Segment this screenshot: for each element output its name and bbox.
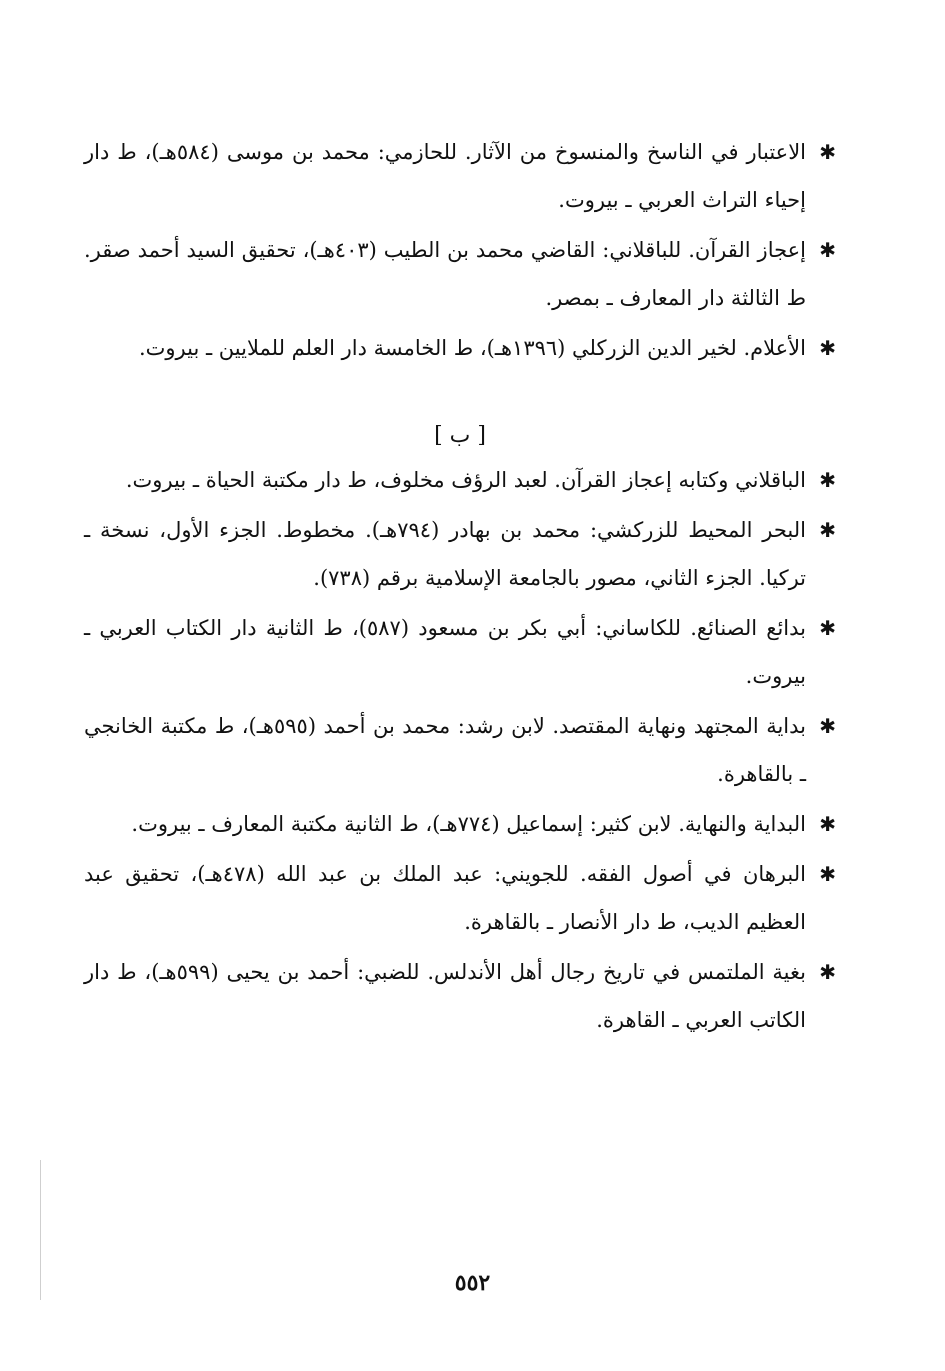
bullet-icon: ✱: [819, 960, 836, 984]
bibliography-entry: [84, 506, 836, 602]
section-heading-label: [ ب ]: [434, 423, 486, 448]
page-number: ٥٥٢: [454, 1270, 491, 1296]
entry-text: إعجاز القرآن. للباقلاني: القاضي محمد بن الطيب (٤٠٣هـ)، تحقيق السيد أحمد صقر. ط الثالثة دار المعارف ـ بمصر.: [84, 238, 807, 310]
bibliography-entry: [84, 324, 836, 372]
bullet-icon: ✱: [819, 336, 836, 360]
entry-text: البداية والنهاية. لابن كثير: إسماعيل (٧٧٤هـ)، ط الثانية مكتبة المعارف ـ بيروت.: [131, 812, 806, 836]
entry-text: الأعلام. لخير الدين الزركلي (١٣٩٦هـ)، ط الخامسة دار العلم للملايين ـ بيروت.: [138, 336, 806, 360]
bibliography-entry: [84, 128, 836, 224]
bullet-icon: ✱: [819, 862, 836, 886]
bullet-icon: ✱: [819, 616, 836, 640]
entry-text: بداية المجتهد ونهاية المقتصد. لابن رشد: محمد بن أحمد (٥٩٥هـ)، ط مكتبة الخانجي ـ بالقاهرة.: [84, 714, 807, 786]
bibliography-entry: [84, 604, 836, 700]
bibliography-entry: [84, 800, 836, 848]
bibliography-entry: [84, 456, 836, 504]
bullet-icon: ✱: [819, 518, 836, 542]
entry-text: البرهان في أصول الفقه. للجويني: عبد الملك بن عبد الله (٤٧٨هـ)، تحقيق عبد العظيم الديب، ط دار الأنصار ـ بالقاهرة.: [84, 862, 806, 934]
bibliography-page: [84, 128, 836, 1046]
entry-text: الاعتبار في الناسخ والمنسوخ من الآثار. للحازمي: محمد بن موسى (٥٨٤هـ)، ط دار إحياء التراث العربي ـ بيروت.: [84, 140, 807, 212]
bullet-icon: ✱: [819, 714, 836, 738]
bibliography-entry: [84, 850, 836, 946]
entry-text: بدائع الصنائع. للكاساني: أبي بكر بن مسعود (٥٨٧)، ط الثانية دار الكتاب العربي ـ بيروت.: [84, 616, 807, 688]
section-heading: [84, 416, 836, 456]
bullet-icon: ✱: [819, 812, 836, 836]
entry-text: الباقلاني وكتابه إعجاز القرآن. لعبد الرؤف مخلوف، ط دار مكتبة الحياة ـ بيروت.: [125, 468, 806, 492]
entry-text: البحر المحيط للزركشي: محمد بن بهادر (٧٩٤هـ). مخطوط. الجزء الأول، نسخة ـ تركيا. الجزء الثاني، مصور بالجامعة الإسلامية برقم (٧٣٨).: [84, 518, 806, 590]
bibliography-entry: [84, 226, 836, 322]
bullet-icon: ✱: [819, 468, 836, 492]
entry-text: بغية الملتمس في تاريخ رجال أهل الأندلس. للضبي: أحمد بن يحيى (٥٩٩هـ)، ط دار الكاتب العربي ـ القاهرة.: [84, 960, 806, 1032]
bullet-icon: ✱: [819, 238, 836, 262]
bibliography-entry: [84, 702, 836, 798]
bullet-icon: ✱: [819, 140, 836, 164]
bibliography-entry: [84, 948, 836, 1044]
